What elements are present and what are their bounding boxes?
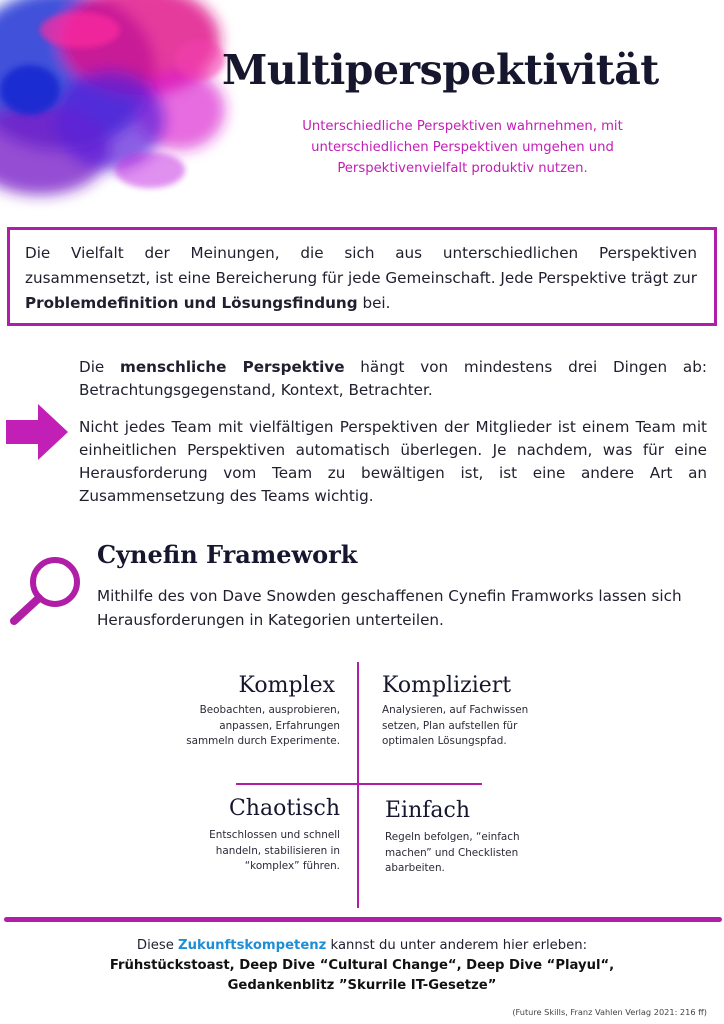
quadrant-komplex-text: Beobachten, ausprobieren, anpassen, Erfahrungen sammeln durch Experimente. [186, 704, 340, 747]
source-citation: (Future Skills, Franz Vahlen Verlag 2021: 216 ff) [512, 1007, 707, 1017]
quadrant-komplex-title: Komplex [238, 673, 335, 698]
footer-events-line-1: Frühstückstoast, Deep Dive “Cultural Change“, Deep Dive “Playul“, [109, 958, 615, 973]
magnifier-icon [8, 553, 86, 625]
intro-text-end: bei. [357, 294, 391, 312]
cynefin-description: Mithilfe des von Dave Snowden geschaffenen Cynefin Framworks lassen sich Herausforderungen in Kategorien unterteilen. [97, 587, 682, 629]
perspective-text-end: hängt von mindestens drei Dingen ab: Betrachtungsgegenstand, Kontext, Betrachter. [79, 358, 707, 399]
footer-intro [0, 937, 724, 955]
quadrant-kompliziert-title: Kompliziert [382, 673, 512, 698]
quadrant-einfach-title: Einfach [385, 798, 471, 823]
quadrant-einfach-text: Regeln befolgen, “einfach machen” und Checklisten abarbeiten. [385, 831, 520, 874]
quadrant-chaotisch-title: Chaotisch [228, 796, 340, 821]
footer-text: Diese [136, 938, 179, 953]
intro-bold-text: Problemdefinition und Lösungsfindung [25, 294, 358, 312]
page-subtitle: Unterschiedliche Perspektiven wahrnehmen, mit unterschiedlichen Perspektiven umgehen und Perspektivenvielfalt produktiv nutzen. [302, 119, 623, 176]
perspective-paragraph-1 [79, 356, 707, 402]
watercolor-splash [0, 0, 250, 210]
arrow-right-icon [6, 404, 68, 460]
footer-highlight: Zukunftskompetenz [178, 938, 327, 953]
cynefin-title: Cynefin Framework [97, 540, 358, 569]
perspective-paragraph-2: Nicht jedes Team mit vielfältigen Perspektiven der Mitglieder ist einem Team mit einheitlichen Perspektiven automatisch überlegen. Je nachdem, was für eine Herausforderung vom Team zu bewältigen ist, ist eine andere Art an Zusammensetzung des Teams wichtig. [79, 418, 707, 505]
quadrant-horizontal-divider [236, 783, 482, 785]
quadrant-kompliziert-text: Analysieren, auf Fachwissen setzen, Plan aufstellen für optimalen Lösungspfad. [382, 704, 529, 747]
intro-box [7, 227, 717, 326]
quadrant-vertical-divider [357, 662, 359, 908]
page-title: Multiperspektivität [222, 46, 659, 94]
footer-divider [4, 917, 722, 922]
quadrant-chaotisch-text: Entschlossen und schnell handeln, stabilisieren in “komplex” führen. [209, 829, 340, 872]
footer-text-end: kannst du unter anderem hier erleben: [326, 938, 588, 953]
intro-text: Die Vielfalt der Meinungen, die sich aus unterschiedlichen Perspektiven zusammensetzt, ist eine Bereicherung für jede Gemeinschaft. Jede Perspektive trägt zur [25, 244, 698, 287]
perspective-text: Die [79, 358, 121, 376]
footer-events-line-2: Gedankenblitz ”Skurrile IT-Gesetze” [227, 978, 497, 993]
perspective-bold-text: menschliche Perspektive [120, 358, 345, 376]
